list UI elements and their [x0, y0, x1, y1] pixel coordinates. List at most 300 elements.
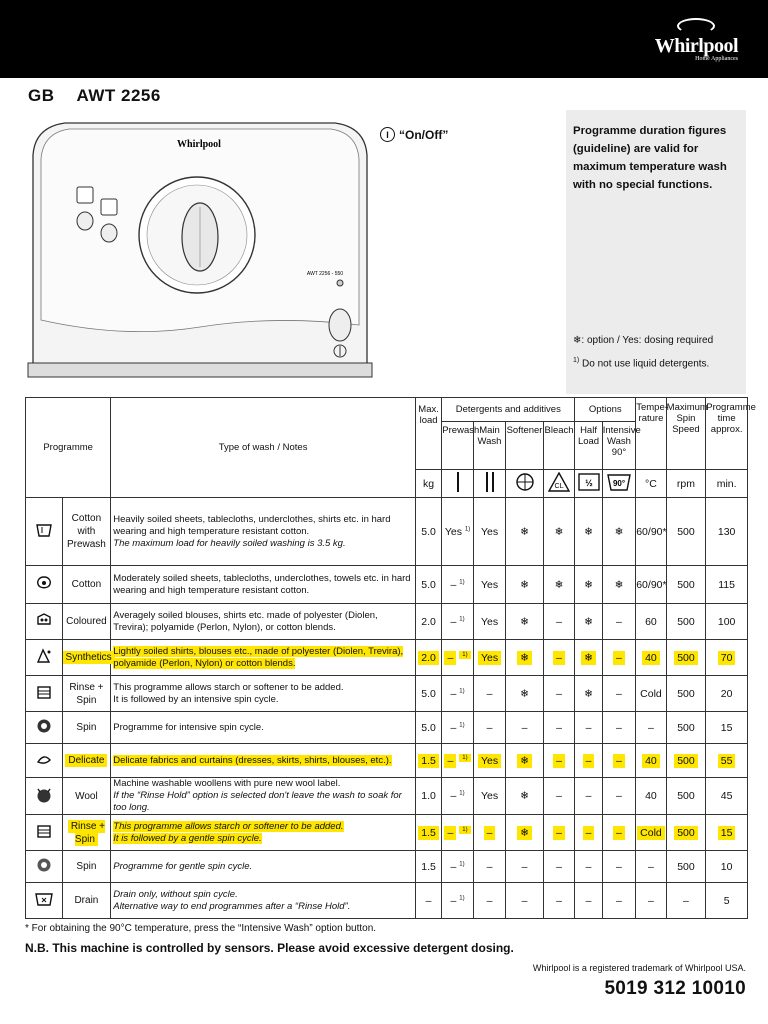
cell-load — [415, 778, 441, 815]
cell-time — [706, 712, 748, 744]
cell-prewash — [442, 604, 473, 640]
cell-half — [575, 498, 602, 566]
cell-time — [706, 498, 748, 566]
cell-half — [575, 883, 602, 919]
cell-main-value: – — [486, 721, 493, 734]
footnote-ref: 1) — [459, 616, 465, 622]
cell-prewash — [442, 640, 473, 676]
cell-bleach — [543, 712, 575, 744]
option-button-1 — [77, 212, 93, 230]
whirlpool-logo — [655, 18, 738, 62]
cell-time-value: 15 — [720, 721, 733, 734]
description-text: This programme allows starch or softener to be added. — [113, 820, 344, 832]
cell-intensive — [602, 851, 636, 883]
cell-half-value: ❄ — [584, 578, 593, 591]
onoff-legend — [380, 127, 448, 142]
cell-main-value: – — [486, 860, 493, 873]
cell-bleach — [543, 883, 575, 919]
description-note: The maximum load for heavily soiled washing is 3.5 kg. — [113, 537, 346, 549]
rinse-spin-icon — [26, 676, 63, 712]
programme-name-text: Synthetics — [63, 651, 115, 664]
cell-load-value: 5.0 — [421, 578, 436, 591]
cell-bleach — [543, 604, 575, 640]
cell-spin-value: 500 — [674, 754, 698, 768]
cell-main-value: Yes — [478, 754, 501, 768]
svg-text:90°: 90° — [612, 479, 626, 488]
programme-description — [111, 640, 416, 676]
cell-bleach — [543, 851, 575, 883]
footnote-ref: 1) — [459, 754, 470, 762]
cell-spin-value: 500 — [677, 721, 695, 734]
programme-description — [111, 604, 416, 640]
table-row — [26, 676, 748, 712]
cell-intensive — [602, 778, 636, 815]
cell-spin — [666, 883, 706, 919]
cell-temp — [636, 778, 666, 815]
footnote-ref: 1) — [459, 651, 470, 659]
cell-prewash — [442, 883, 473, 919]
table-row — [26, 815, 748, 851]
col-main-wash: Main Wash — [473, 422, 505, 470]
prewash-button-icon — [77, 187, 93, 203]
cell-time — [706, 566, 748, 604]
cell-spin — [666, 604, 706, 640]
description-text: Machine washable woollens with pure new wool label. — [113, 778, 341, 789]
cell-half — [575, 778, 602, 815]
cell-bleach-value: – — [556, 721, 562, 734]
spin-gentle-icon — [26, 851, 63, 883]
cell-time-value: 45 — [720, 790, 733, 802]
cell-half-value: ❄ — [584, 687, 593, 700]
cell-temp — [636, 676, 666, 712]
cell-intensive-value: – — [616, 790, 622, 802]
cell-soft — [506, 604, 544, 640]
cell-spin-value: 500 — [677, 615, 695, 628]
cell-spin — [666, 778, 706, 815]
description-text: Averagely soiled blouses, shirts etc. made of polyester (Diolen, Trevira); polyamide (Perlon, Nylon), or cotton blends. — [113, 609, 378, 633]
synthetics-icon — [26, 640, 63, 676]
cell-spin-value: 500 — [677, 525, 695, 538]
cell-half-value: ❄ — [584, 615, 593, 628]
cell-time — [706, 815, 748, 851]
cell-prewash — [442, 498, 473, 566]
cell-main — [473, 640, 505, 676]
option-note: : option / Yes: dosing required — [581, 335, 714, 346]
cell-spin-value: 500 — [677, 860, 695, 873]
cell-soft-value: ❄ — [520, 687, 529, 700]
brand-name: Whirlpool — [654, 35, 738, 57]
cell-intensive — [602, 712, 636, 744]
footnote-ref: 1) — [459, 688, 465, 694]
cell-temp — [636, 815, 666, 851]
programme-description — [111, 851, 416, 883]
cell-prewash-value: – — [450, 721, 457, 734]
footnote-ref: 1) — [459, 895, 465, 901]
programme-name — [62, 744, 111, 778]
cell-time-value: 15 — [718, 826, 736, 840]
cell-half — [575, 815, 602, 851]
cell-soft-value: ❄ — [517, 651, 532, 665]
programme-name-text: Cotton — [71, 579, 102, 590]
cell-prewash-value: – — [450, 615, 457, 628]
cell-intensive-value: – — [613, 826, 625, 840]
cell-main-value: – — [484, 826, 496, 840]
cell-load-value: 2.0 — [418, 651, 439, 665]
programme-name-text: Rinse + Spin — [68, 820, 105, 846]
main-wash-symbol-icon — [473, 470, 505, 498]
description-note: It is followed by an intensive spin cycle. — [113, 693, 279, 705]
cell-main-value: Yes — [480, 615, 499, 628]
programme-name — [62, 851, 111, 883]
cotton-prewash-icon — [26, 498, 63, 566]
liquid-note: Do not use liquid detergents. — [582, 358, 710, 370]
description-note: Alternative way to end programmes after a “Rinse Hold”. — [113, 900, 351, 912]
cell-main-value: Yes — [480, 578, 499, 591]
cell-spin — [666, 640, 706, 676]
cell-half — [575, 604, 602, 640]
cell-bleach-value: – — [556, 615, 562, 628]
drain-icon — [26, 883, 63, 919]
cell-time-value: 70 — [718, 651, 736, 665]
cell-time — [706, 883, 748, 919]
unit-rpm: rpm — [666, 470, 706, 498]
option-legend — [573, 335, 713, 346]
cell-main-value: – — [486, 894, 493, 907]
onoff-button-illustration — [329, 309, 351, 341]
programme-description — [111, 883, 416, 919]
logo-swoosh-icon — [677, 18, 715, 34]
cell-bleach-value: – — [556, 790, 562, 802]
cell-load — [415, 566, 441, 604]
svg-text:½: ½ — [584, 478, 593, 488]
half-load-button-icon — [101, 199, 117, 215]
cell-prewash-value: – — [444, 754, 456, 768]
cell-half — [575, 566, 602, 604]
programme-name — [62, 498, 111, 566]
cell-intensive — [602, 676, 636, 712]
cell-temp-value: – — [648, 860, 654, 873]
cell-main — [473, 778, 505, 815]
cell-half-value: – — [585, 790, 592, 802]
cell-prewash — [442, 712, 473, 744]
control-panel-illustration — [25, 115, 375, 383]
cell-bleach — [543, 566, 575, 604]
cell-temp-value: 60/90* — [636, 525, 667, 538]
cell-half-value: ❄ — [584, 525, 593, 538]
footnote-ref: 1) — [459, 579, 465, 585]
cell-intensive-value: – — [613, 754, 625, 768]
cell-spin-value: 500 — [677, 687, 695, 700]
cell-bleach-value: – — [553, 651, 565, 665]
cell-load-value: 1.5 — [418, 754, 439, 768]
footnote-ref: 1) — [459, 826, 470, 834]
cell-prewash — [442, 744, 473, 778]
cell-bleach — [543, 640, 575, 676]
programme-name-text: Cotton with Prewash — [66, 513, 106, 550]
programme-description — [111, 744, 416, 778]
programme-name — [62, 712, 111, 744]
cell-main-value: Yes — [480, 790, 499, 802]
cell-main-value: Yes — [478, 651, 501, 665]
cell-time-value: 5 — [723, 894, 730, 907]
programme-description — [111, 566, 416, 604]
cell-temp-value: 40 — [642, 651, 660, 665]
cell-prewash — [442, 778, 473, 815]
cell-half-value: – — [585, 860, 592, 873]
cell-temp-value: 40 — [645, 790, 657, 802]
cell-temp — [636, 883, 666, 919]
col-intensive: Intensive Wash 90° — [602, 422, 636, 470]
cell-spin-value: 500 — [677, 578, 695, 591]
cell-temp — [636, 604, 666, 640]
cell-time — [706, 851, 748, 883]
panel-model-label: AWT 2256 - 550 — [306, 271, 344, 277]
cell-intensive — [602, 604, 636, 640]
programme-description — [111, 712, 416, 744]
cell-bleach-value: – — [556, 687, 562, 700]
cell-spin — [666, 815, 706, 851]
table-row — [26, 851, 748, 883]
cell-prewash-value: – — [444, 651, 456, 665]
cell-spin-value: 500 — [677, 790, 695, 802]
programme-name — [62, 676, 111, 712]
prewash-symbol-icon — [442, 470, 473, 498]
description-text: Programme for gentle spin cycle. — [113, 860, 253, 872]
info-box — [566, 110, 746, 394]
description-text: Programme for intensive spin cycle. — [113, 721, 264, 733]
description-text: Delicate fabrics and curtains (dresses, skirts, shirts, blouses, etc.). — [113, 754, 392, 766]
programme-name-text: Spin — [76, 722, 97, 733]
cell-half-value: – — [585, 721, 592, 734]
cell-prewash — [442, 815, 473, 851]
cell-soft — [506, 566, 544, 604]
cell-soft — [506, 815, 544, 851]
col-options: Options — [575, 398, 636, 422]
cell-load-value: 1.5 — [418, 826, 439, 840]
brand-tag: Home Appliances — [695, 56, 738, 62]
cell-intensive-value: – — [616, 721, 622, 734]
cell-soft-value: ❄ — [520, 525, 529, 538]
cell-load — [415, 604, 441, 640]
cell-prewash-value: – — [450, 894, 457, 907]
model-number: AWT 2256 — [76, 86, 161, 105]
col-prewash: Prewash — [442, 422, 473, 470]
cell-load — [415, 815, 441, 851]
footnote-mark: 1) — [573, 357, 580, 364]
cell-time-value: 130 — [717, 525, 736, 538]
cell-spin — [666, 566, 706, 604]
cell-bleach — [543, 778, 575, 815]
cell-intensive-value: – — [616, 894, 622, 907]
power-icon: I — [380, 127, 395, 142]
onoff-label: “On/Off” — [399, 127, 449, 142]
coloured-icon — [26, 604, 63, 640]
programme-name — [62, 815, 111, 851]
cell-main — [473, 676, 505, 712]
cell-time-value: 20 — [720, 687, 733, 700]
programme-name-text: Spin — [76, 861, 97, 872]
unit-kg: kg — [415, 470, 441, 498]
cell-load-value: 2.0 — [421, 615, 436, 628]
cell-soft — [506, 883, 544, 919]
cell-main — [473, 712, 505, 744]
cell-temp-value: 40 — [642, 754, 660, 768]
cell-load — [415, 744, 441, 778]
programme-description — [111, 815, 416, 851]
programme-name-text: Rinse + Spin — [69, 681, 104, 706]
cell-prewash-value: – — [450, 578, 457, 591]
cell-soft-value: ❄ — [520, 578, 529, 591]
cell-main — [473, 744, 505, 778]
cell-half — [575, 712, 602, 744]
footnote-ref: 1) — [459, 722, 465, 728]
cell-time-value: 55 — [718, 754, 736, 768]
cell-spin-value: – — [683, 894, 689, 907]
cell-main — [473, 883, 505, 919]
cell-time — [706, 640, 748, 676]
cell-load-value: 1.0 — [421, 790, 436, 802]
cell-intensive — [602, 566, 636, 604]
bleach-symbol-icon — [543, 470, 575, 498]
cell-half — [575, 676, 602, 712]
cell-half-value: – — [585, 894, 592, 907]
cell-time — [706, 744, 748, 778]
cell-main — [473, 604, 505, 640]
cell-intensive — [602, 498, 636, 566]
cell-load — [415, 498, 441, 566]
footnote-ref: 1) — [459, 861, 465, 867]
cell-soft — [506, 744, 544, 778]
table-row — [26, 712, 748, 744]
wool-icon — [26, 778, 63, 815]
cell-half — [575, 744, 602, 778]
cell-bleach — [543, 815, 575, 851]
cell-soft-value: – — [521, 860, 528, 873]
cell-bleach — [543, 498, 575, 566]
cell-intensive — [602, 883, 636, 919]
cell-intensive-value: ❄ — [614, 525, 624, 538]
unit-min: min. — [706, 470, 748, 498]
snowflake-icon: ❄ — [573, 335, 582, 346]
country-code: GB — [28, 86, 55, 105]
cell-bleach-value: – — [553, 754, 565, 768]
cell-load-value: – — [425, 894, 432, 907]
cell-load-value: 5.0 — [421, 721, 436, 734]
table-row — [26, 744, 748, 778]
cell-main — [473, 851, 505, 883]
description-note: It is followed by a gentle spin cycle. — [113, 832, 262, 844]
cell-temp-value: Cold — [640, 687, 662, 700]
programme-name-text: Delicate — [65, 754, 107, 767]
cell-temp-value: 60 — [645, 615, 657, 628]
programme-description — [111, 498, 416, 566]
programme-name — [62, 883, 111, 919]
programme-name — [62, 604, 111, 640]
duration-note: Programme duration figures (guideline) are valid for maximum temperature wash with no special functions. — [573, 125, 727, 191]
cell-spin-value: 500 — [674, 651, 698, 665]
cell-load — [415, 640, 441, 676]
cell-soft — [506, 712, 544, 744]
svg-text:CL: CL — [554, 483, 564, 490]
cell-temp — [636, 712, 666, 744]
intensive-symbol-icon — [602, 470, 636, 498]
programme-name-text: Wool — [75, 790, 98, 802]
col-softener: Softener — [506, 422, 544, 470]
intensive-wash-note: * For obtaining the 90°C temperature, press the “Intensive Wash” option button. — [25, 923, 377, 934]
programme-name — [62, 566, 111, 604]
table-row — [26, 566, 748, 604]
cell-time — [706, 778, 748, 815]
cell-bleach — [543, 744, 575, 778]
cell-intensive — [602, 640, 636, 676]
table-row — [26, 640, 748, 676]
description-text: Drain only, without spin cycle. — [113, 888, 238, 900]
cell-spin — [666, 712, 706, 744]
cell-temp — [636, 744, 666, 778]
cell-half-value: ❄ — [581, 651, 596, 665]
table-row — [26, 778, 748, 815]
col-type: Type of wash / Notes — [111, 398, 416, 498]
cell-prewash-value: – — [450, 687, 457, 700]
cell-prewash-value: – — [444, 826, 456, 840]
cell-time-value: 10 — [720, 860, 733, 873]
cell-spin-value: 500 — [674, 826, 698, 840]
delicate-icon — [26, 744, 63, 778]
programme-description — [111, 778, 416, 815]
cell-intensive-value: – — [616, 687, 622, 700]
cell-time-value: 100 — [717, 615, 736, 628]
trademark-note: Whirlpool is a registered trademark of Whirlpool USA. — [532, 963, 746, 973]
cell-load-value: 5.0 — [421, 687, 436, 700]
cell-soft — [506, 778, 544, 815]
description-text: Lightly soiled shirts, blouses etc., made of polyester (Diolen, Trevira), polyamide (Perlon, Nylon) or cotton blends. — [113, 645, 404, 669]
description-text: Heavily soiled sheets, tablecloths, underclothes, shirts etc. in hard wearing and high temperature resistant cotton. — [113, 513, 391, 537]
cell-spin — [666, 851, 706, 883]
description-text: Moderately soiled sheets, tablecloths, underclothes, towels etc. in hard wearing and high temperature resistant cotton. — [113, 572, 411, 596]
cell-time-value: 115 — [718, 578, 735, 591]
cell-main — [473, 498, 505, 566]
cell-main-value: Yes — [480, 525, 499, 538]
cell-soft — [506, 498, 544, 566]
softener-symbol-icon — [506, 470, 544, 498]
cell-main — [473, 566, 505, 604]
cell-prewash — [442, 566, 473, 604]
cell-temp-value: – — [648, 721, 654, 734]
cell-time — [706, 676, 748, 712]
cell-load — [415, 676, 441, 712]
programme-name-text: Coloured — [66, 616, 107, 627]
cell-main — [473, 815, 505, 851]
cell-soft-value: ❄ — [520, 615, 529, 628]
cell-soft-value: ❄ — [517, 754, 532, 768]
table-row — [26, 883, 748, 919]
cell-half — [575, 851, 602, 883]
cell-soft — [506, 676, 544, 712]
cell-load-value: 5.0 — [421, 525, 436, 538]
col-max-load: Max. load — [415, 398, 441, 470]
col-time: Programme time approx. — [706, 398, 748, 470]
cell-load — [415, 851, 441, 883]
cell-bleach-value: – — [556, 860, 562, 873]
cell-temp-value: – — [648, 894, 654, 907]
cell-bleach — [543, 676, 575, 712]
cell-main-value: – — [486, 687, 493, 700]
model-heading — [28, 86, 183, 106]
footnote-ref: 1) — [459, 790, 465, 797]
table-row — [26, 604, 748, 640]
programme-name-text: Drain — [74, 895, 99, 906]
header-bar — [0, 0, 768, 78]
